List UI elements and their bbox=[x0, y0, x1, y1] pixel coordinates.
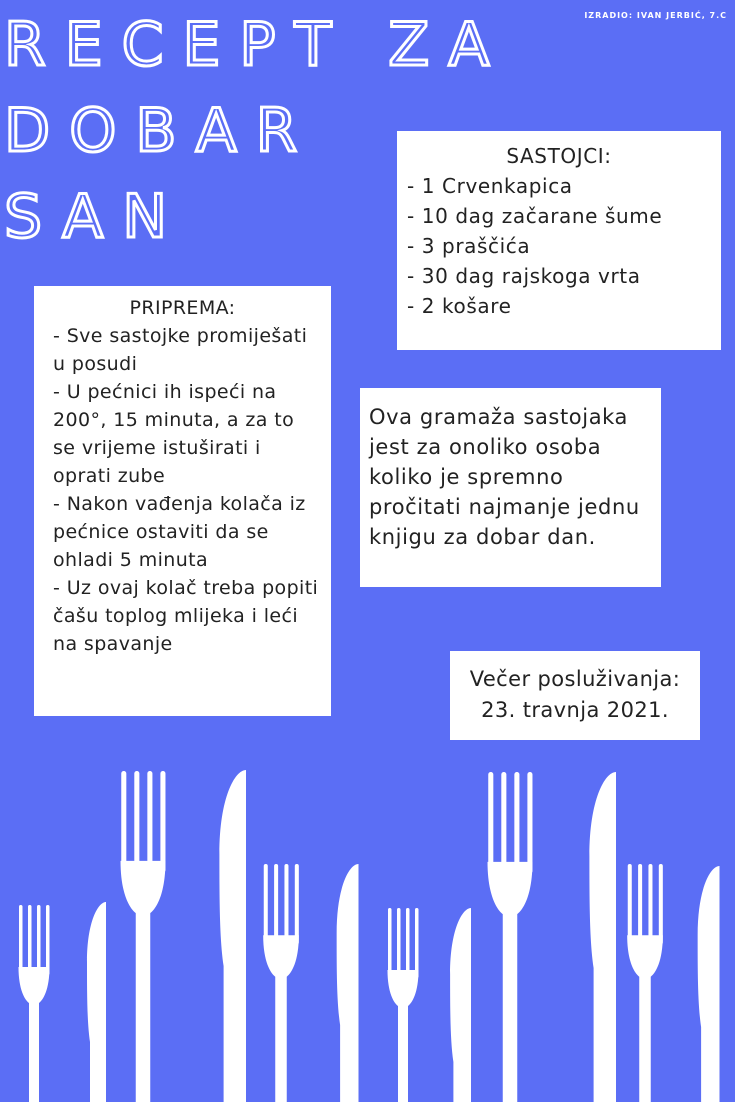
knife-icon bbox=[589, 772, 616, 1102]
fork-icon bbox=[488, 772, 533, 1102]
author-credit: IZRADIO: IVAN JERBIĆ, 7.C bbox=[584, 11, 727, 20]
preparation-step: - U pećnici ih ispeći na 200°, 15 minuta, a za to se vrijeme istuširati i oprati zube bbox=[53, 381, 295, 487]
ingredients-list bbox=[397, 171, 721, 321]
preparation-steps bbox=[34, 322, 331, 658]
preparation-step: - Uz ovaj kolač treba popiti čašu toplog mlijeka i leći na spavanje bbox=[53, 577, 319, 655]
serving-note-card bbox=[360, 388, 661, 587]
serving-label: Večer posluživanja: bbox=[469, 667, 681, 691]
serving-date: 23. travnja 2021. bbox=[481, 698, 669, 722]
knife-icon bbox=[337, 864, 359, 1102]
title-line-3: SAN bbox=[4, 182, 187, 252]
preparation-step: - Nakon vađenja kolača iz pećnice ostaviti da se ohladi 5 minuta bbox=[53, 493, 306, 571]
serving-date-card bbox=[450, 651, 700, 740]
ingredient-item: - 1 Crvenkapica bbox=[407, 174, 573, 198]
preparation-card bbox=[34, 286, 331, 716]
ingredient-item: - 10 dag začarane šume bbox=[407, 204, 663, 228]
ingredient-item: - 3 praščića bbox=[407, 234, 531, 258]
title-line-1: RECEPT ZA bbox=[4, 10, 509, 80]
ingredients-card bbox=[397, 131, 721, 350]
knife-icon bbox=[219, 770, 246, 1102]
fork-icon bbox=[627, 864, 663, 1102]
cutlery-decoration bbox=[0, 760, 735, 1102]
knife-icon bbox=[698, 866, 720, 1102]
ingredient-item: - 30 dag rajskoga vrta bbox=[407, 264, 641, 288]
fork-icon bbox=[263, 864, 299, 1102]
serving-note-text: Ova gramaža sastojaka jest za onoliko osoba koliko je spremno pročitati najmanje jednu knjigu za dobar dan. bbox=[369, 405, 640, 549]
ingredient-item: - 2 košare bbox=[407, 294, 512, 318]
preparation-heading: PRIPREMA: bbox=[129, 297, 236, 319]
fork-icon bbox=[121, 771, 166, 1102]
ingredients-heading: SASTOJCI: bbox=[506, 144, 612, 168]
knife-icon bbox=[87, 902, 106, 1102]
knife-icon bbox=[450, 908, 471, 1102]
title-line-2: DOBAR bbox=[4, 96, 317, 166]
preparation-step: - Sve sastojke promiješati u posudi bbox=[53, 325, 308, 375]
fork-icon bbox=[388, 908, 419, 1102]
fork-icon bbox=[19, 905, 50, 1102]
